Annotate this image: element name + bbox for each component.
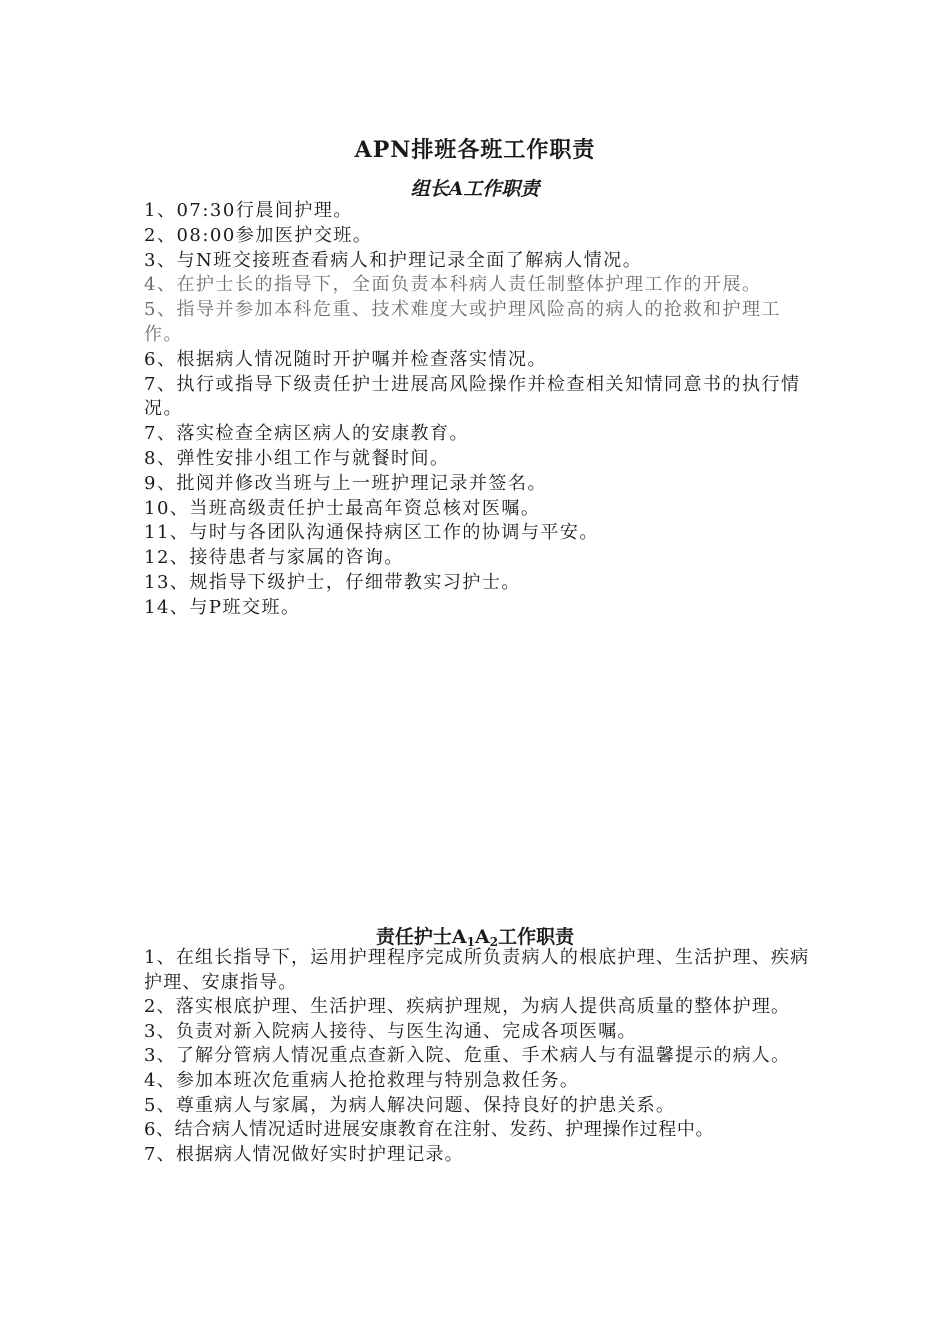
- section-b-title-subscript-1: 1: [466, 935, 475, 949]
- list-item: 2、08:00参加医护交班。: [144, 224, 373, 246]
- list-item: 3、了解分管病人情况重点查新入院、危重、手术病人与有温馨提示的病人。: [144, 1045, 791, 1067]
- section-b-title-suffix: 工作职责: [498, 926, 575, 948]
- list-item: 7、落实检查全病区病人的安康教育。: [144, 423, 469, 445]
- section-b-list: [144, 946, 816, 1167]
- list-item: 14、与P班交班。: [144, 596, 301, 618]
- section-b-title-subscript-2: 2: [489, 935, 499, 949]
- section-a-list: [144, 199, 816, 621]
- section-b-title-prefix: 责任护士A: [375, 926, 467, 948]
- list-item: 10、当班高级责任护士最高年资总核对医嘱。: [144, 497, 541, 519]
- list-item: 2、落实根底护理、生活护理、疾病护理规，为病人提供高质量的整体护理。: [144, 996, 791, 1018]
- list-item: 13、规指导下级护士，仔细带教实习护士。: [144, 571, 521, 593]
- list-item: 7、执行或指导下级责任护士进展高风险操作并检查相关知情同意书的执行情况。: [144, 373, 801, 420]
- list-item: 12、接待患者与家属的咨询。: [144, 547, 404, 569]
- list-item: 1、在组长指导下，运用护理程序完成所负责病人的根底护理、生活护理、疾病护理、安康指导。: [144, 947, 810, 993]
- list-item: 3、与N班交接班查看病人和护理记录全面了解病人情况。: [144, 249, 643, 271]
- list-item: 4、参加本班次危重病人抢抢救理与特别急救任务。: [144, 1069, 580, 1091]
- section-a-title: 组长A工作职责: [410, 178, 540, 200]
- list-item: 1、07:30行晨间护理。: [144, 200, 353, 221]
- list-item: 5、尊重病人与家属，为病人解决问题、保持良好的护患关系。: [144, 1094, 676, 1116]
- list-item: 9、批阅并修改当班与上一班护理记录并签名。: [144, 472, 547, 494]
- list-item: 5、指导并参加本科危重、技术难度大或护理风险高的病人的抢救和护理工作。: [144, 299, 781, 345]
- list-item: 11、与时与各团队沟通保持病区工作的协调与平安。: [144, 522, 599, 544]
- list-item: 3、负责对新入院病人接待、与医生沟通、完成各项医嘱。: [144, 1020, 637, 1042]
- section-b-title: [0, 922, 950, 949]
- list-item: 7、根据病人情况做好实时护理记录。: [144, 1143, 464, 1165]
- list-item: 6、结合病人情况适时进展安康教育在注射、发药、护理操作过程中。: [144, 1119, 715, 1141]
- list-item: 6、根据病人情况随时开护嘱并检查落实情况。: [144, 348, 547, 370]
- document-title: APN排班各班工作职责: [354, 137, 596, 163]
- list-item: 8、弹性安排小组工作与就餐时间。: [144, 447, 450, 469]
- section-b-title-mid: A: [474, 926, 490, 948]
- list-item: 4、在护士长的指导下，全面负责本科病人责任制整体护理工作的开展。: [144, 274, 762, 296]
